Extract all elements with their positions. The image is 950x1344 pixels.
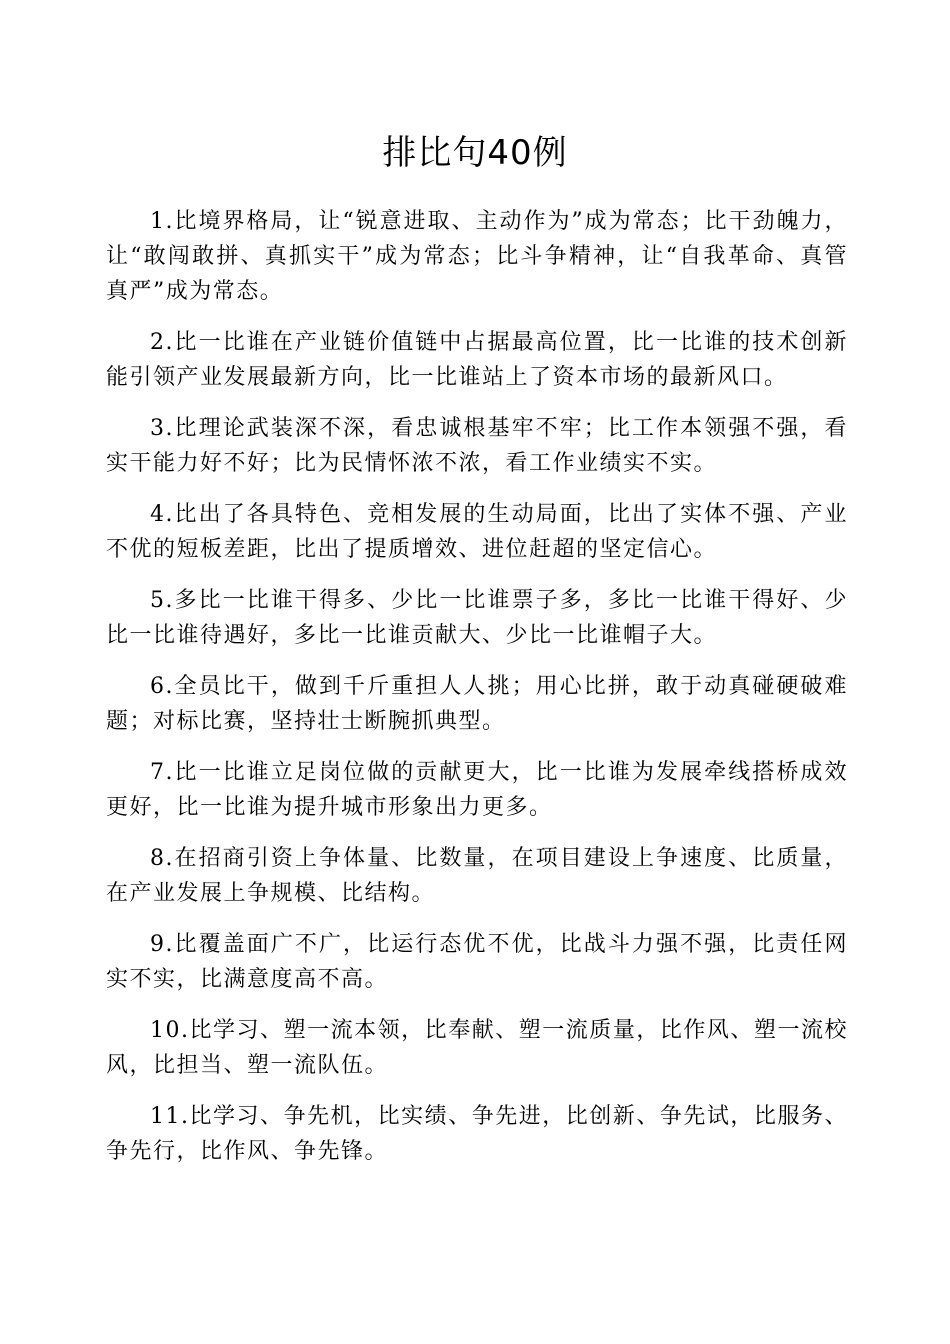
paragraph-10: 10.比学习、塑一流本领，比奉献、塑一流质量，比作风、塑一流校风，比担当、塑一流队伍。 xyxy=(106,1018,848,1078)
document-body xyxy=(106,204,848,1185)
paragraph-3: 3.比理论武装深不深，看忠诚根基牢不牢；比工作本领强不强，看实干能力好不好；比为民情怀浓不浓，看工作业绩实不实。 xyxy=(106,416,848,476)
paragraph-4: 4.比出了各具特色、竞相发展的生动局面，比出了实体不强、产业不优的短板差距，比出了提质增效、进位赶超的坚定信心。 xyxy=(106,502,848,562)
paragraph-11: 11.比学习、争先机，比实绩、争先进，比创新、争先试，比服务、争先行，比作风、争先锋。 xyxy=(106,1104,848,1164)
document-title: 排比句40例 xyxy=(382,133,568,173)
paragraph-1: 1.比境界格局，让“锐意进取、主动作为”成为常态；比干劲魄力，让“敢闯敢拼、真抓实干”成为常态；比斗争精神，让“自我革命、真管真严”成为常态。 xyxy=(106,209,848,304)
paragraph-7: 7.比一比谁立足岗位做的贡献更大，比一比谁为发展牵线搭桥成效更好，比一比谁为提升城市形象出力更多。 xyxy=(106,760,848,820)
paragraph-2: 2.比一比谁在产业链价值链中占据最高位置，比一比谁的技术创新能引领产业发展最新方向，比一比谁站上了资本市场的最新风口。 xyxy=(106,330,848,390)
paragraph-9: 9.比覆盖面广不广，比运行态优不优，比战斗力强不强，比责任网实不实，比满意度高不高。 xyxy=(106,932,848,992)
paragraph-6: 6.全员比干，做到千斤重担人人挑；用心比拼，敢于动真碰硬破难题；对标比赛，坚持壮士断腕抓典型。 xyxy=(106,674,848,734)
paragraph-8: 8.在招商引资上争体量、比数量，在项目建设上争速度、比质量，在产业发展上争规模、比结构。 xyxy=(106,846,848,906)
paragraph-5: 5.多比一比谁干得多、少比一比谁票子多，多比一比谁干得好、少比一比谁待遇好，多比一比谁贡献大、少比一比谁帽子大。 xyxy=(106,588,848,648)
